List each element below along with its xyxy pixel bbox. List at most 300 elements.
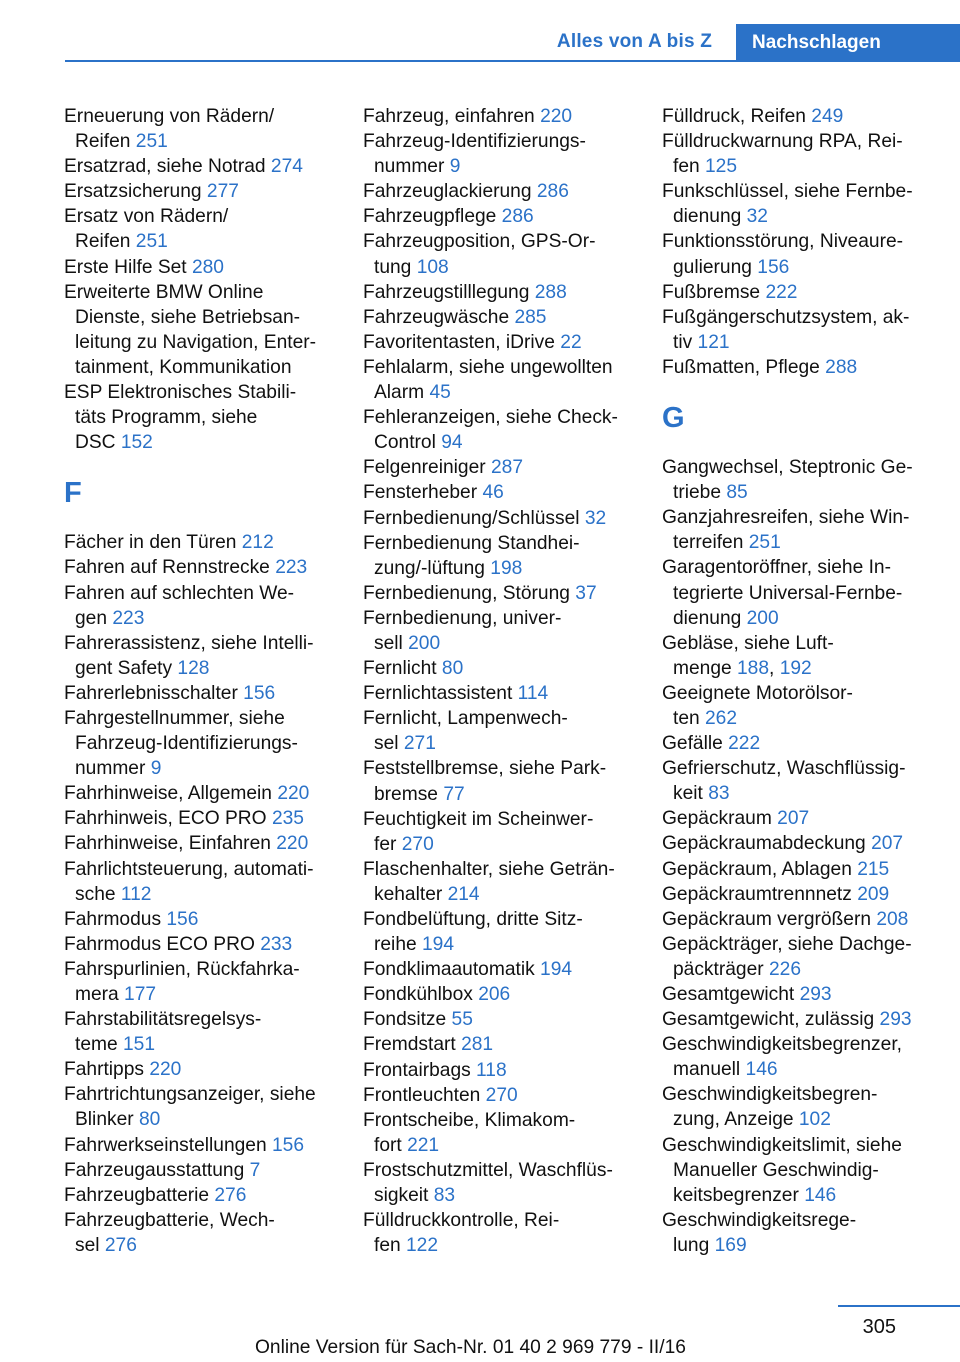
index-entry — [363, 455, 635, 480]
index-entry-text: tung — [374, 256, 417, 278]
index-entry-text: Fahrmodus ECO PRO — [64, 933, 261, 955]
page-reference-link[interactable]: 277 — [206, 181, 239, 203]
index-entry-line — [662, 831, 934, 856]
index-entry-continuation — [363, 932, 635, 957]
index-entry-text: Manueller Geschwindig‐ — [673, 1159, 879, 1181]
index-entry-line — [363, 531, 635, 556]
page-reference-separator: , — [769, 657, 780, 679]
index-entry-line — [363, 982, 635, 1007]
index-entry — [662, 455, 934, 505]
page-reference-link[interactable]: 45 — [429, 382, 451, 404]
index-entry-text: Control — [374, 432, 442, 454]
page-reference-link[interactable]: 198 — [490, 557, 523, 579]
page-reference-link[interactable]: 156 — [243, 682, 276, 704]
index-entry-line — [662, 857, 934, 882]
index-entry-line — [662, 104, 934, 129]
page-reference-link[interactable]: 85 — [726, 482, 748, 504]
index-entry-text: Reifen — [75, 131, 136, 153]
index-entry-line — [363, 581, 635, 606]
index-entry-text: keitsbegrenzer — [673, 1184, 805, 1206]
page-reference-link[interactable]: 223 — [112, 607, 145, 629]
index-entry — [64, 204, 336, 254]
index-entry-text: Fahrzeugpflege — [363, 206, 502, 228]
page-reference-link[interactable]: 251 — [135, 231, 168, 253]
page-reference-link[interactable]: 251 — [748, 532, 781, 554]
index-column-1 — [64, 104, 336, 1258]
index-entry-text: Ersatzsicherung — [64, 181, 207, 203]
index-entry-line — [363, 229, 635, 254]
index-entry-text: dienung — [673, 607, 747, 629]
index-entry — [363, 706, 635, 756]
index-entry-continuation — [363, 631, 635, 656]
index-entry-text: Frostschutzmittel, Waschflüs‐ — [363, 1159, 613, 1181]
index-entry-continuation — [662, 1183, 934, 1208]
page-reference-link[interactable]: 235 — [271, 808, 304, 830]
page-reference-link[interactable]: 156 — [166, 908, 199, 930]
index-entry-text: Fußgängerschutzsystem, ak‐ — [662, 306, 910, 328]
index-entry — [64, 1082, 336, 1132]
page-reference-link[interactable]: 233 — [260, 933, 293, 955]
index-entry-line — [64, 957, 336, 982]
index-entry-continuation — [662, 1158, 934, 1183]
index-entry-continuation — [363, 782, 635, 807]
index-entry — [662, 355, 934, 380]
index-entry — [64, 957, 336, 1007]
page-reference-link[interactable]: 207 — [777, 808, 810, 830]
page-reference-link[interactable]: 177 — [124, 984, 157, 1005]
index-entry — [363, 1083, 635, 1108]
index-entry-text: Fernlicht, Lampenwech‐ — [363, 708, 568, 730]
page-reference-link[interactable]: 200 — [408, 632, 441, 654]
page-reference-link[interactable]: 9 — [449, 156, 461, 178]
page-reference-link[interactable]: 102 — [798, 1109, 831, 1131]
page-reference-link[interactable]: 280 — [191, 256, 224, 278]
page-reference-link[interactable]: 80 — [138, 1109, 161, 1131]
page-reference-link[interactable]: 114 — [517, 683, 549, 705]
page-reference-link[interactable]: 270 — [485, 1084, 518, 1106]
page-reference-link[interactable]: 262 — [705, 707, 738, 729]
index-entry-line — [662, 455, 934, 480]
index-entry-text: nummer — [374, 156, 450, 178]
page-reference-link[interactable]: 220 — [277, 783, 310, 805]
index-entry — [662, 229, 934, 279]
index-entry-text: Erneuerung von Rädern/ — [64, 106, 275, 127]
index-entry-line — [64, 907, 336, 932]
index-entry-line — [363, 857, 635, 882]
index-entry — [363, 405, 635, 455]
index-entry-line — [662, 305, 934, 330]
index-entry-text: triebe — [673, 482, 727, 504]
index-entry-line — [662, 806, 934, 831]
index-entry-text: fer — [374, 833, 402, 855]
index-entry — [363, 129, 635, 179]
index-entry-continuation — [662, 154, 934, 179]
index-entry — [363, 1108, 635, 1158]
index-entry-line — [363, 807, 635, 832]
index-entry — [64, 907, 336, 932]
index-entry-continuation — [64, 731, 336, 756]
page-reference-link[interactable]: 293 — [879, 1009, 912, 1031]
index-entry — [64, 1057, 336, 1082]
index-entry — [662, 1208, 934, 1258]
footer-version-text: Online Version für Sach-Nr. 01 40 2 969 779 - II/16 — [255, 1337, 686, 1358]
index-entry-text: Frontairbags — [363, 1059, 477, 1081]
page-reference-link[interactable]: 194 — [540, 959, 573, 981]
index-entry-text: Geschwindigkeitsbegren‐ — [662, 1084, 878, 1106]
index-entry-text: tiv — [673, 331, 698, 353]
page-reference-link[interactable]: 152 — [120, 432, 153, 454]
index-entry — [64, 831, 336, 856]
page-reference-link[interactable]: 118 — [476, 1059, 507, 1081]
index-entry-text: Fahrhinweise, Allgemein — [64, 783, 278, 805]
index-entry-text: Fahrhinweis, ECO PRO — [64, 808, 272, 830]
page-reference-link[interactable]: 146 — [745, 1059, 778, 1081]
index-entry-line — [662, 932, 934, 957]
index-entry-line — [662, 555, 934, 580]
index-entry-text: Funktionsstörung, Niveaure‐ — [662, 231, 904, 253]
page-reference-link[interactable]: 55 — [451, 1009, 473, 1031]
index-entry-continuation — [363, 1183, 635, 1208]
index-entry — [363, 907, 635, 957]
index-entry-text: Geeignete Motorölsor‐ — [662, 682, 853, 704]
page-reference-link[interactable]: 214 — [447, 883, 480, 905]
index-entry-line — [64, 1057, 336, 1082]
index-entry — [662, 1082, 934, 1132]
index-entry — [64, 581, 336, 631]
index-entry-text: Erste Hilfe Set — [64, 256, 192, 278]
index-entry — [64, 932, 336, 957]
index-entry-continuation — [64, 1107, 336, 1132]
index-entry — [363, 305, 635, 330]
index-entry-text: täts Programm, siehe — [75, 407, 258, 429]
index-entry-continuation — [64, 882, 336, 907]
page-reference-link[interactable]: 276 — [104, 1234, 137, 1256]
index-entry-line — [363, 405, 635, 430]
index-entry — [662, 756, 934, 806]
index-entry-text: ESP Elektronisches Stabili‐ — [64, 382, 297, 404]
page-reference-link[interactable]: 83 — [708, 783, 730, 805]
index-entry — [363, 756, 635, 806]
index-entry-line — [64, 1183, 336, 1208]
index-entry-text: sigkeit — [374, 1185, 434, 1207]
index-entry-text: Fahrzeugstilllegung — [363, 281, 535, 303]
index-entry-text: Fahrtrichtungsanzeiger, siehe — [64, 1084, 316, 1106]
index-entry-text: Garagentoröffner, siehe In‐ — [662, 557, 891, 579]
index-entry-text: Ganzjahresreifen, siehe Win‐ — [662, 507, 910, 529]
index-entry-text: Fahrzeuglackierung — [363, 181, 537, 203]
index-entry — [662, 982, 934, 1007]
page-reference-link[interactable]: 286 — [536, 181, 569, 203]
index-entry — [662, 505, 934, 555]
index-entry-continuation — [662, 1233, 934, 1258]
index-entry — [662, 806, 934, 831]
index-entry-line — [363, 280, 635, 305]
page-reference-link[interactable]: 288 — [534, 281, 567, 303]
page-reference-link[interactable]: 108 — [416, 256, 449, 278]
page-reference-link[interactable]: 80 — [441, 658, 464, 680]
index-entry-line — [662, 1133, 934, 1158]
index-entry-text: bremse — [374, 783, 444, 805]
page-reference-link[interactable]: 112 — [120, 883, 152, 905]
page-reference-link[interactable]: 188 — [737, 657, 770, 679]
page-reference-link[interactable]: 122 — [406, 1235, 439, 1257]
index-entry-text: sche — [75, 883, 121, 905]
index-entry-text: DSC — [75, 432, 121, 454]
index-entry-line — [363, 179, 635, 204]
index-entry-text: Fahrzeugbatterie, Wech‐ — [64, 1209, 275, 1231]
index-entry-text: Frontscheibe, Klimakom‐ — [363, 1109, 576, 1131]
index-entry-line — [662, 882, 934, 907]
index-entry — [363, 1208, 635, 1258]
index-entry-text: Fahrhinweise, Einfahren — [64, 833, 277, 855]
page-reference-link[interactable]: 220 — [276, 833, 309, 855]
page-reference-link[interactable]: 125 — [705, 156, 738, 178]
index-entry-line — [64, 932, 336, 957]
section-letter: F — [64, 477, 82, 510]
index-entry — [662, 631, 934, 681]
index-entry — [662, 179, 934, 229]
page-reference-link[interactable]: 212 — [241, 532, 274, 554]
index-entry-line — [662, 681, 934, 706]
index-entry-text: Fahrwerkseinstellungen — [64, 1134, 272, 1156]
index-entry — [363, 681, 635, 706]
index-entry-text: Fahrerassistenz, siehe Intelli‐ — [64, 632, 314, 654]
page-reference-link[interactable]: 288 — [825, 356, 858, 378]
index-entry-text: Fülldruckwarnung RPA, Rei‐ — [662, 131, 903, 153]
index-entry — [64, 857, 336, 907]
page-reference-link[interactable]: 271 — [403, 733, 436, 755]
index-entry — [64, 104, 336, 154]
index-entry-text: Fehlalarm, siehe ungewollten — [363, 356, 613, 378]
index-entry-continuation — [64, 430, 336, 455]
index-entry-text: Fahrzeug-Identifizierungs‐ — [75, 733, 298, 755]
page-reference-link[interactable]: 94 — [441, 432, 463, 454]
index-entry-text: gent Safety — [75, 657, 178, 679]
index-entry-line — [363, 1208, 635, 1233]
page-reference-link[interactable]: 249 — [811, 106, 844, 127]
index-entry — [662, 129, 934, 179]
index-entry-line — [64, 555, 336, 580]
page-reference-link[interactable]: 281 — [461, 1034, 494, 1056]
page-reference-link[interactable]: 226 — [768, 958, 801, 980]
page-reference-link[interactable]: 194 — [422, 934, 455, 956]
page-reference-link[interactable]: 77 — [443, 783, 465, 805]
page-reference-link[interactable]: 215 — [857, 858, 890, 880]
page-reference-link[interactable]: 274 — [270, 156, 303, 178]
index-entry — [363, 355, 635, 405]
index-entry-text: Felgenreiniger — [363, 457, 491, 479]
index-entry-text: Fahrzeug-Identifizierungs‐ — [363, 131, 586, 153]
page-reference-link[interactable]: 209 — [857, 883, 890, 905]
page-header — [0, 24, 960, 62]
index-entry-text: Fernbedienung, Störung — [363, 582, 576, 604]
index-entry — [662, 1007, 934, 1032]
index-entry-text: Fehleranzeigen, siehe Check- — [363, 407, 618, 429]
page-reference-link[interactable]: 207 — [871, 833, 904, 855]
page-reference-link[interactable]: 156 — [757, 256, 790, 278]
index-entry-text: Gangwechsel, Steptronic Ge‐ — [662, 457, 913, 479]
index-entry-line — [363, 1007, 635, 1032]
index-entry-line — [662, 1082, 934, 1107]
index-entry-line — [662, 229, 934, 254]
page-reference-link[interactable]: 46 — [482, 482, 504, 504]
page-reference-link[interactable]: 169 — [714, 1234, 747, 1256]
index-entry-line — [363, 1108, 635, 1133]
index-entry-text: Gepäckträger, siehe Dachge‐ — [662, 933, 912, 955]
page-reference-link[interactable]: 192 — [779, 657, 812, 679]
page-reference-link[interactable]: 9 — [150, 758, 162, 780]
index-entry-line — [64, 681, 336, 706]
page-reference-link[interactable]: 220 — [149, 1059, 182, 1081]
index-entry-text: Fernlichtassistent — [363, 683, 518, 705]
page-reference-link[interactable]: 146 — [804, 1184, 837, 1206]
index-entry-text: zung/-lüftung — [374, 557, 491, 579]
index-entry-text: Dienste, siehe Betriebsan‐ — [75, 306, 301, 328]
index-entry-text: fort — [374, 1134, 408, 1156]
index-entry-line — [363, 681, 635, 706]
index-entry-text: Blinker — [75, 1109, 139, 1131]
index-entry-line — [662, 731, 934, 756]
index-entry-text: Fülldruck, Reifen — [662, 106, 812, 127]
index-entry-line — [662, 280, 934, 305]
index-entry — [64, 280, 336, 380]
index-entry-text: Fahrzeugposition, GPS-Or‐ — [363, 231, 596, 253]
index-entry-text: Fahrzeug, einfahren — [363, 106, 541, 127]
index-entry-text: Fondbelüftung, dritte Sitz‐ — [363, 909, 583, 930]
index-entry — [64, 530, 336, 555]
index-entry-continuation — [64, 355, 336, 380]
index-entry-line — [363, 330, 635, 355]
index-entry-continuation — [64, 656, 336, 681]
index-entry-text: Geschwindigkeitslimit, siehe — [662, 1134, 902, 1156]
index-entry-continuation — [363, 1233, 635, 1258]
page-reference-link[interactable]: 200 — [746, 607, 779, 629]
index-entry-text: teme — [75, 1034, 123, 1056]
chapter-tab: Nachschlagen — [736, 24, 960, 62]
index-entry-text: Fahrspurlinien, Rückfahrka‐ — [64, 958, 300, 980]
page-reference-link[interactable]: 222 — [765, 281, 798, 303]
page-reference-link[interactable]: 251 — [135, 131, 168, 153]
page-reference-link[interactable]: 221 — [407, 1134, 440, 1156]
page-reference-link[interactable]: 285 — [514, 306, 547, 328]
page-reference-link[interactable]: 287 — [491, 457, 524, 479]
index-entry-text: leitung zu Navigation, Enter‐ — [75, 331, 317, 353]
index-entry-text: keit — [673, 783, 709, 805]
page-reference-link[interactable]: 223 — [275, 557, 308, 579]
index-entry — [363, 857, 635, 907]
index-entry-continuation — [363, 556, 635, 581]
index-entry-text: dienung — [673, 206, 747, 228]
page-reference-link[interactable]: 151 — [123, 1034, 156, 1056]
page-reference-link[interactable]: 293 — [799, 984, 832, 1005]
index-entry-line — [363, 606, 635, 631]
page-reference-link[interactable]: 286 — [501, 206, 534, 228]
index-entry-continuation — [64, 1032, 336, 1057]
index-entry — [363, 581, 635, 606]
page-reference-link[interactable]: 156 — [271, 1134, 304, 1156]
index-entry-continuation — [64, 305, 336, 330]
index-entry-line — [363, 907, 635, 932]
index-entry — [64, 631, 336, 681]
index-entry — [662, 831, 934, 856]
page-reference-link[interactable]: 32 — [584, 507, 607, 529]
page-reference-link[interactable]: 276 — [214, 1184, 247, 1206]
page-reference-link[interactable]: 270 — [401, 833, 434, 855]
index-entry-continuation — [662, 1057, 934, 1082]
index-entry-text: tainment, Kommunikation — [75, 356, 292, 378]
page-reference-link[interactable]: 22 — [560, 331, 582, 353]
index-entry-text: Fahrzeugbatterie — [64, 1184, 215, 1206]
index-entry-line — [363, 204, 635, 229]
index-entry-text: nummer — [75, 758, 151, 780]
index-entry-line — [662, 355, 934, 380]
page-reference-link[interactable]: 32 — [746, 206, 768, 228]
index-entry-continuation — [64, 229, 336, 254]
index-entry-line — [363, 305, 635, 330]
index-entry-text: reihe — [374, 934, 422, 956]
index-entry-line — [64, 204, 336, 229]
index-entry-continuation — [662, 204, 934, 229]
index-column-2 — [363, 104, 635, 1258]
index-entry — [662, 907, 934, 932]
page-reference-link[interactable]: 7 — [249, 1159, 261, 1181]
index-entry-text: Fondkühlbox — [363, 984, 479, 1006]
index-entry-text: Gepäckraumabdeckung — [662, 833, 872, 855]
index-entry-line — [64, 831, 336, 856]
index-entry-continuation — [363, 430, 635, 455]
index-entry — [64, 179, 336, 204]
index-entry-text: sell — [374, 632, 409, 654]
index-entry-continuation — [662, 330, 934, 355]
index-entry-line — [64, 1133, 336, 1158]
index-entry-continuation — [64, 405, 336, 430]
index-entry-text: Ersatzrad, siehe Notrad — [64, 156, 271, 178]
page-reference-link[interactable]: 121 — [697, 331, 730, 353]
index-entry-continuation — [662, 706, 934, 731]
index-entry-line — [662, 129, 934, 154]
index-entry-text: Fahrmodus — [64, 908, 167, 930]
index-entry-line — [64, 179, 336, 204]
index-entry-continuation — [662, 957, 934, 982]
page-reference-link[interactable]: 37 — [575, 582, 597, 604]
index-entry-text: Fernbedienung/Schlüssel — [363, 507, 585, 529]
index-entry-text: Favoritentasten, iDrive — [363, 331, 561, 353]
index-entry — [64, 706, 336, 781]
page-reference-link[interactable]: 208 — [876, 908, 909, 930]
index-entry-text: Gepäckraum, Ablagen — [662, 858, 858, 880]
page-reference-link[interactable]: 206 — [478, 984, 511, 1006]
index-entry-line — [363, 129, 635, 154]
index-entry-text: terreifen — [673, 532, 749, 554]
index-entry-text: Gepäckraum vergrößern — [662, 908, 877, 930]
index-entry-text: Gebläse, siehe Luft‐ — [662, 632, 834, 654]
index-entry-text: Alarm — [374, 382, 430, 404]
page-reference-link[interactable]: 128 — [177, 657, 210, 679]
page-reference-link[interactable]: 83 — [433, 1185, 456, 1207]
index-entry-line — [662, 631, 934, 656]
index-entry-line — [363, 706, 635, 731]
index-entry-line — [363, 1158, 635, 1183]
page-reference-link[interactable]: 220 — [540, 106, 573, 127]
index-entry-text: Geschwindigkeitsbegrenzer, — [662, 1034, 902, 1056]
index-entry — [363, 807, 635, 857]
index-entry — [363, 480, 635, 505]
page-reference-link[interactable]: 222 — [728, 733, 761, 755]
index-entry-line — [363, 957, 635, 982]
index-entry-continuation — [64, 606, 336, 631]
index-entry-line — [363, 656, 635, 681]
index-entry-text: sel — [374, 733, 404, 755]
